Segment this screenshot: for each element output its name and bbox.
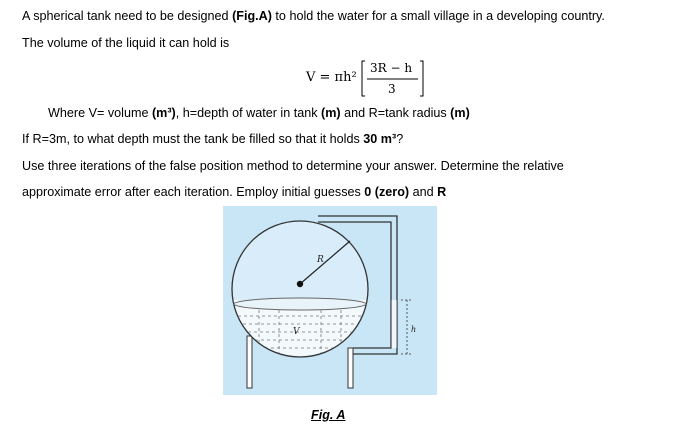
problem-line-1: [22, 8, 605, 24]
spherical-tank-figure: [223, 206, 437, 395]
where-text-2: , h=depth of water in tank: [175, 106, 322, 120]
leg-left: [247, 336, 252, 388]
water-surface: [234, 298, 366, 310]
where-line: [48, 105, 470, 121]
where-unit-volume: (m³): [151, 106, 176, 120]
figure-caption: Fig. A: [311, 408, 346, 422]
tube-water: [392, 300, 397, 348]
where-unit-radius: (m): [450, 106, 470, 120]
formula-numerator: 3R − h: [370, 61, 413, 75]
approx-text-2: and: [409, 185, 438, 199]
question-text-1: If R=3m, to what depth must the tank be filled so that it holds: [22, 132, 364, 146]
line1-text-pre: A spherical tank need to be designed: [22, 9, 233, 23]
where-unit-depth: (m): [321, 106, 341, 120]
leg-right: [348, 348, 353, 388]
approx-guess-R: R: [437, 185, 447, 199]
problem-line-2: The volume of the liquid it can hold is: [22, 36, 230, 50]
approx-error-line: [22, 184, 446, 200]
where-text-3: and R=tank radius: [340, 106, 451, 120]
radius-label: R: [317, 255, 324, 265]
method-line: Use three iterations of the false position method to determine your answer. Determine the relative: [22, 159, 564, 173]
where-text-1: Where V= volume: [48, 106, 152, 120]
line1-text-post: to hold the water for a small village in a developing country.: [271, 9, 605, 23]
question-text-2: ?: [396, 132, 404, 146]
center-point: [297, 281, 303, 287]
approx-guess-zero: 0 (zero): [364, 185, 410, 199]
approx-text-1: approximate error after each iteration. Employ initial guesses: [22, 185, 365, 199]
question-target-volume: 30 m³: [363, 132, 397, 146]
depth-label: h: [411, 325, 417, 334]
formula-lhs: V = πh²: [306, 70, 357, 85]
question-line: [22, 131, 403, 147]
line1-fig-ref: (Fig.A): [232, 9, 272, 23]
formula-denominator: 3: [388, 82, 396, 96]
volume-label: V: [293, 327, 300, 337]
